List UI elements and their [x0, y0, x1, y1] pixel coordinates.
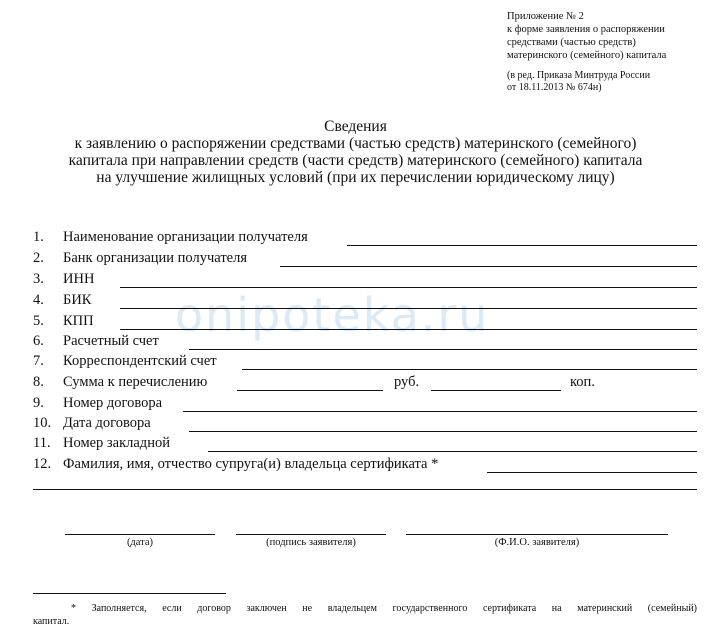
- field-number: 7.: [33, 353, 44, 369]
- field-number: 9.: [33, 395, 44, 411]
- field-input-line[interactable]: [208, 451, 697, 452]
- date-caption: (дата): [126, 537, 154, 548]
- field-input-line[interactable]: [280, 266, 697, 267]
- field-label: КПП: [63, 313, 94, 329]
- field-label: Расчетный счет: [63, 333, 159, 349]
- field-label: Дата договора: [63, 415, 151, 431]
- field-number: 10.: [33, 415, 52, 431]
- field-label: Номер договора: [63, 395, 163, 411]
- edition-line: (в ред. Приказа Минтруда России: [507, 70, 651, 81]
- field-input-line[interactable]: [189, 349, 697, 350]
- applicant-fio-line[interactable]: [406, 534, 668, 535]
- field-number: 2.: [33, 250, 44, 266]
- field-mortgage-number: [33, 434, 697, 454]
- field-number: 4.: [33, 292, 44, 308]
- footnote: [33, 602, 697, 628]
- field-settlement-account: [33, 332, 697, 352]
- field-label: Банк организации получателя: [63, 250, 247, 266]
- field-contract-number: [33, 394, 697, 414]
- field-label: Номер закладной: [63, 435, 170, 451]
- title-heading: Сведения: [324, 118, 387, 135]
- field-inn: [33, 270, 697, 290]
- field-transfer-amount: [33, 373, 697, 393]
- appendix-line: к форме заявления о распоряжении: [507, 24, 665, 35]
- applicant-signature-line[interactable]: [236, 534, 386, 535]
- footnote-separator: [33, 593, 226, 594]
- field-label: Фамилия, имя, отчество супруга(и) владельца сертификата *: [63, 456, 439, 472]
- title-line: к заявлению о распоряжении средствами (частью средств) материнского (семейного): [74, 135, 637, 152]
- title-line: капитала при направлении средств (части средств) материнского (семейного) капитала: [68, 152, 643, 169]
- field-label: Сумма к перечислению: [63, 374, 208, 390]
- title-line: на улучшение жилищных условий (при их перечислении юридическому лицу): [96, 169, 615, 186]
- footnote-line: * Заполняется, если договор заключен не владельцем государственного сертификата на материнский (семейный): [71, 603, 697, 614]
- watermark: onipoteka.ru: [175, 288, 490, 342]
- field-recipient-organization: [33, 228, 697, 248]
- spouse-name-continuation-line[interactable]: [33, 489, 697, 490]
- field-input-line[interactable]: [189, 431, 697, 432]
- signature-caption: (подпись заявителя): [266, 537, 356, 548]
- document-title: [0, 118, 711, 186]
- kopecks-input-line[interactable]: [431, 390, 561, 391]
- field-input-line[interactable]: [120, 287, 697, 288]
- field-label: Корреспондентский счет: [63, 353, 217, 369]
- footnote-line: капитал.: [33, 616, 70, 627]
- field-input-line[interactable]: [487, 472, 697, 473]
- field-contract-date: [33, 414, 697, 434]
- field-recipient-bank: [33, 249, 697, 269]
- appendix-line: материнского (семейного) капитала: [507, 50, 667, 61]
- field-bik: [33, 291, 697, 311]
- edition-line: от 18.11.2013 № 674н): [507, 82, 602, 93]
- field-number: 12.: [33, 456, 52, 472]
- appendix-line: Приложение № 2: [507, 11, 584, 22]
- field-input-line[interactable]: [120, 329, 697, 330]
- edition-note: [507, 70, 666, 94]
- appendix-header: [507, 10, 666, 94]
- field-input-line[interactable]: [347, 245, 697, 246]
- field-label: Наименование организации получателя: [63, 229, 308, 245]
- fio-caption: (Ф.И.О. заявителя): [494, 537, 580, 548]
- field-number: 5.: [33, 313, 44, 329]
- field-kpp: [33, 312, 697, 332]
- field-label: БИК: [63, 292, 92, 308]
- field-spouse-name: [33, 455, 697, 475]
- appendix-line: средствами (частью средств): [507, 37, 636, 48]
- field-input-line[interactable]: [242, 369, 697, 370]
- field-number: 6.: [33, 333, 44, 349]
- date-signature-line[interactable]: [65, 534, 215, 535]
- rubles-input-line[interactable]: [237, 390, 383, 391]
- kopecks-label: коп.: [570, 374, 595, 390]
- field-number: 8.: [33, 374, 44, 390]
- field-input-line[interactable]: [120, 308, 697, 309]
- field-number: 3.: [33, 271, 44, 287]
- field-correspondent-account: [33, 352, 697, 372]
- field-label: ИНН: [63, 271, 95, 287]
- rubles-label: руб.: [394, 374, 420, 390]
- field-number: 1.: [33, 229, 44, 245]
- field-input-line[interactable]: [183, 411, 697, 412]
- field-number: 11.: [33, 435, 51, 451]
